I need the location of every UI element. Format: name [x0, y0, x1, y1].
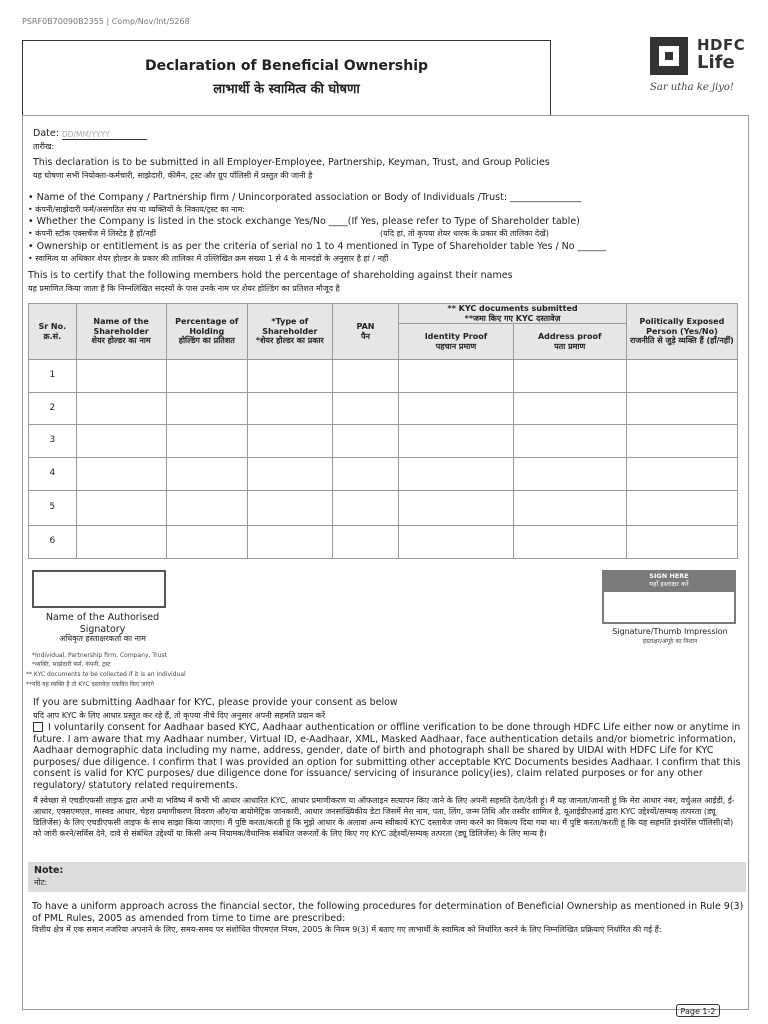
bullet-ownership: • Ownership or entitlement is as per the criteria of serial no 1 to 4 mentioned in Type of Shareholder table Yes / No ______	[28, 241, 607, 252]
table-row	[29, 425, 738, 458]
col-identity-proof: Identity Proof पहचान प्रमाण	[399, 324, 513, 360]
bullet-listed-hindi: • कंपनी स्टॉक एक्सचेंज में लिस्टेड है हाँ/नहीं	[28, 229, 156, 238]
col-sr-no: Sr No. क्र.सं.	[29, 304, 77, 360]
table-cell-input[interactable]	[248, 360, 333, 393]
table-cell-input[interactable]	[399, 360, 513, 393]
table-cell-input[interactable]	[76, 526, 166, 559]
table-cell-input[interactable]	[513, 393, 626, 425]
table-cell-input[interactable]	[166, 393, 247, 425]
table-cell-input[interactable]	[626, 425, 737, 458]
table-row	[29, 360, 738, 393]
authorised-signatory-name-box[interactable]	[32, 570, 166, 608]
table-cell-input[interactable]	[248, 458, 333, 491]
table-cell-input[interactable]	[626, 393, 737, 425]
table-cell-input[interactable]	[76, 360, 166, 393]
row-sr-number: 1	[29, 360, 77, 393]
note-label-hindi: नोट:	[34, 878, 48, 887]
table-cell-input[interactable]	[76, 491, 166, 526]
table-cell-input[interactable]	[166, 526, 247, 559]
table-cell-input[interactable]	[399, 458, 513, 491]
intro-text-hindi: यह घोषणा सभी नियोक्ता-कर्मचारी, साझेदारी, कीमैन, ट्रस्ट और ग्रुप पॉलिसी में प्रस्तुत की जानी है	[33, 171, 313, 180]
col-pan: PAN पैन	[332, 304, 399, 360]
note-bar	[28, 862, 746, 892]
signature-box[interactable]	[602, 592, 736, 624]
document-reference: PSRF0B70090B2355 | Comp/Nov/Int/5268	[22, 17, 190, 26]
table-cell-input[interactable]	[76, 425, 166, 458]
table-row	[29, 491, 738, 526]
logo-brand: HDFC	[697, 36, 746, 54]
table-cell-input[interactable]	[626, 360, 737, 393]
logo-brand-life: Life	[697, 52, 735, 73]
table-cell-input[interactable]	[513, 360, 626, 393]
shareholder-table	[28, 303, 738, 559]
row-sr-number: 5	[29, 491, 77, 526]
table-cell-input[interactable]	[399, 425, 513, 458]
table-cell-input[interactable]	[332, 491, 399, 526]
col-shareholder-name: Name of the Shareholder शेयर होल्डर का नाम	[76, 304, 166, 360]
hdfc-logo-icon	[650, 37, 688, 75]
footnote-type: *Individual, Partnership firm, Company, Trust	[32, 652, 167, 659]
note-label: Note:	[34, 865, 64, 876]
date-row	[33, 128, 147, 140]
table-cell-input[interactable]	[166, 491, 247, 526]
signatory-name-label-hindi: अधिकृत हस्ताक्षरकर्ता का नाम	[59, 634, 146, 643]
sign-here-banner: SIGN HERE यहाँ हस्ताक्षर करें	[602, 570, 736, 592]
page-title-hindi: लाभार्थी के स्वामित्व की घोषणा	[213, 82, 360, 97]
table-cell-input[interactable]	[332, 458, 399, 491]
table-cell-input[interactable]	[76, 393, 166, 425]
table-cell-input[interactable]	[332, 393, 399, 425]
col-percentage: Percentage of Holding होल्डिंग का प्रतिशत	[166, 304, 247, 360]
table-cell-input[interactable]	[248, 526, 333, 559]
table-cell-input[interactable]	[166, 458, 247, 491]
table-cell-input[interactable]	[399, 491, 513, 526]
table-cell-input[interactable]	[166, 360, 247, 393]
table-cell-input[interactable]	[513, 458, 626, 491]
table-cell-input[interactable]	[513, 526, 626, 559]
table-row	[29, 526, 738, 559]
bullet-company-name-hindi: • कंपनी/साझेदारी फर्म/असंगठित संघ या व्यक्तियों के निकाय/ट्रस्ट का नाम:	[28, 205, 246, 214]
table-cell-input[interactable]	[399, 526, 513, 559]
page-title: Declaration of Beneficial Ownership	[144, 58, 429, 74]
row-sr-number: 4	[29, 458, 77, 491]
certify-text-hindi: यह प्रमाणित किया जाता है कि निम्नलिखित सदस्यों के पास उनके नाम पर शेयर होल्डिंग का प्रतिशत मौजूद है	[28, 284, 340, 293]
bullet-company-name: • Name of the Company / Partnership firm / Unincorporated association or Body of Individuals /Trust: _______________	[28, 192, 582, 203]
bullet-listed: • Whether the Company is listed in the stock exchange Yes/No ____(If Yes, please refer to Type of Shareholder table)	[28, 216, 580, 227]
table-cell-input[interactable]	[513, 425, 626, 458]
row-sr-number: 2	[29, 393, 77, 425]
footnote-type-hindi: *व्यक्ति, साझेदारी फर्म, कंपनी, ट्रस्ट	[32, 661, 111, 668]
table-cell-input[interactable]	[399, 393, 513, 425]
table-row	[29, 458, 738, 491]
aadhaar-consent-text: I voluntarily consent for Aadhaar based KYC, Aadhaar authentication or offline verification to be done through HDFC Life either now or anytime in future. I am aware that my Aadhaar number, Virtual ID, e-Aadhaar, XML, Masked Aadhaar, face authentication details and/or biometric information, Aadhaar demographic data including my name, address, gender, date of birth and photograph shall be shared by UIDAI with HDFC Life for KYC purposes/ due diligence. I confirm that I was provided an option for submitting other acceptable KYC Documents besides Aadhaar. I confirm that this consent is valid for KYC purposes/ due diligence done for issuance/ servicing of insurance policy(ies), claim related purposes or for any other regulatory/ statutory related requirements.	[33, 722, 741, 791]
table-cell-input[interactable]	[248, 491, 333, 526]
aadhaar-intro-hindi: यदि आप KYC के लिए आधार प्रस्तुत कर रहे हैं, तो कृपया नीचे दिए अनुसार अपनी सहमति प्रदान करें	[33, 711, 326, 720]
date-field[interactable]: DD/MM/YYYY	[62, 129, 147, 140]
footnote-kyc-hindi: **यदि यह व्यक्ति है तो KYC दस्तावेज़ एकत्रित किए जाएंगे	[26, 681, 154, 688]
table-cell-input[interactable]	[332, 526, 399, 559]
footnote-kyc: ** KYC documents to be collected if it is an Individual	[26, 671, 186, 678]
logo-tagline: Sar utha ke jiyo!	[650, 82, 734, 93]
bullet-ownership-hindi: • स्वामित्व या अधिकार शेयर होल्डर के प्रकार की तालिका में उल्लिखित क्रम संख्या 1 से 4 के मानदंडों के अनुसार है हां / नहीं	[28, 254, 389, 263]
procedure-text: To have a uniform approach across the financial sector, the following procedures for determination of Beneficial Ownership as mentioned in Rule 9(3) of PML Rules, 2005 as amended from time to time are prescribed:	[32, 901, 744, 924]
certify-text: This is to certify that the following members hold the percentage of shareholding against their names	[28, 270, 513, 281]
col-pep: Politically Exposed Person (Yes/No) राजनीति से जुड़े व्यक्ति हैं (हाँ/नहीं)	[626, 304, 737, 360]
intro-text: This declaration is to be submitted in all Employer-Employee, Partnership, Keyman, Trust, and Group Policies	[33, 157, 550, 168]
table-cell-input[interactable]	[626, 491, 737, 526]
procedure-text-hindi: वित्तीय क्षेत्र में एक समान नजरिया अपनाने के लिए, समय-समय पर संशोधित पीएमएल नियम, 2005 के नियम 9(3) में बताए गए लाभार्थी के स्वामित्व को निर्धारित करने के लिए निम्नलिखित प्रक्रियाएं निर्धारित की गई हैं:	[32, 925, 662, 934]
table-cell-input[interactable]	[332, 360, 399, 393]
table-cell-input[interactable]	[332, 425, 399, 458]
page-number-badge: Page 1-2	[676, 1004, 720, 1017]
aadhaar-consent-text-hindi: मैं स्वेच्छा से एचडीएफसी लाइफ द्वारा अभी या भविष्य में कभी भी आधार आधारित KYC, आधार प्रमाणीकरण या ऑफलाइन सत्यापन किए जाने के लिए अपनी सहमति देता/देती हूं। मैं यह जानता/जानती हूं कि मेरा आधार नंबर, वर्चुअल आईडी, ई-आधार, एक्सएमएल, मास्क्ड आधार, चेहरा प्रमाणीकरण विवरण और/या बायोमेट्रिक जानकारी, आधार जनसांख्यिकीय डेटा जिसमें मेरा नाम, पता, लिंग, जन्म तिथि और तस्वीर शामिल है, यूआईडीएआई द्वारा KYC उद्देश्यों/सम्यक् तत्परता (ड्यू डिलिजेंस) के लिए एचडीएफसी लाइफ के साथ साझा किया जाएगा। मैं पुष्टि करता/करती हूं कि मुझे आधार के अलावा अन्य स्वीकार्य KYC दस्तावेज जमा करने का विकल्प दिया गया था। मैं पुष्टि करता/करती हूं कि यह सहमति इंश्योरेंस पॉलिसी(यों) को जारी करने/सर्विस देने, दावे से संबंधित उद्देश्यों या किसी अन्य नियामक/वैधानिक संबंधित जरूरतों के लिए किए गए KYC उद्देश्यों/सम्यक् तत्परता (ड्यू डिलिजेंस) के लिए मान्य है।	[33, 796, 735, 838]
date-label: Date:	[33, 128, 59, 139]
col-kyc-group: ** KYC documents submitted **जमा किए गए KYC दस्तावेज़	[399, 304, 627, 324]
col-type: *Type of Shareholder *शेयर होल्डर का प्रकार	[248, 304, 333, 360]
signature-label-hindi: हस्ताक्षर/अंगूठे का निशान	[642, 638, 698, 645]
table-cell-input[interactable]	[626, 526, 737, 559]
row-sr-number: 3	[29, 425, 77, 458]
bullet-listed-hindi-note: (यदि हां, तो कृपया शेयर धारक के प्रकार की तालिका देखें)	[380, 229, 549, 238]
table-cell-input[interactable]	[166, 425, 247, 458]
signatory-name-label: Name of the Authorised Signatory	[45, 612, 160, 635]
table-row	[29, 393, 738, 425]
title-box	[22, 40, 551, 116]
table-cell-input[interactable]	[626, 458, 737, 491]
table-cell-input[interactable]	[248, 425, 333, 458]
table-cell-input[interactable]	[513, 491, 626, 526]
table-cell-input[interactable]	[248, 393, 333, 425]
row-sr-number: 6	[29, 526, 77, 559]
date-label-hindi: तारीख:	[33, 142, 55, 151]
aadhaar-intro: If you are submitting Aadhaar for KYC, please provide your consent as below	[33, 697, 398, 708]
col-address-proof: Address proof पता प्रमाण	[513, 324, 626, 360]
signature-label: Signature/Thumb Impression	[612, 627, 728, 636]
table-cell-input[interactable]	[76, 458, 166, 491]
